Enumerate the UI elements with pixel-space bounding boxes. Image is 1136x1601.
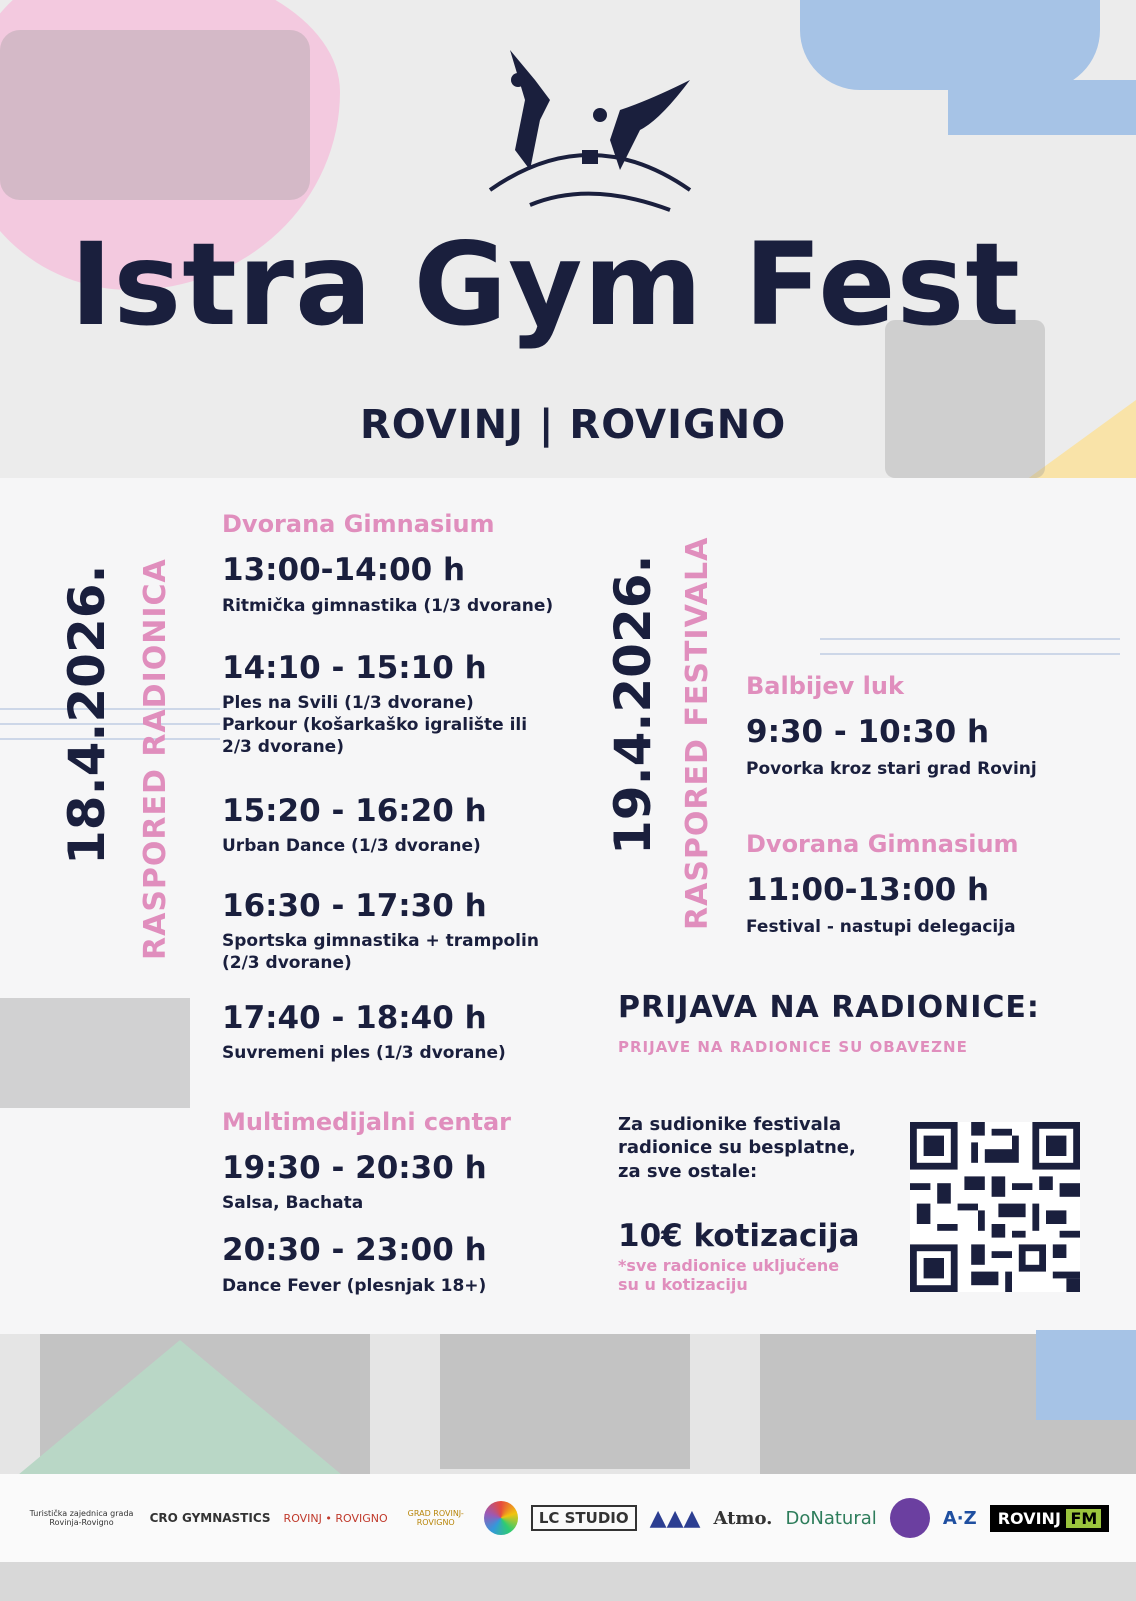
slot-desc: Sportska gimnastika + trampolin (2/3 dvorane) xyxy=(222,931,539,973)
blue-shape-decoration xyxy=(800,0,1100,90)
slot-time: 19:30 - 20:30 h xyxy=(222,1150,487,1186)
slot-time: 20:30 - 23:00 h xyxy=(222,1232,487,1268)
wave-decoration xyxy=(820,653,1120,655)
day2-venue2: Dvorana Gimnasium xyxy=(746,830,1019,858)
slot-desc: Dance Fever (plesnjak 18+) xyxy=(222,1276,487,1296)
slot-desc: Ples na Svili (1/3 dvorane) Parkour (košarkaško igralište ili 2/3 dvorane) xyxy=(222,693,528,757)
dancers-photo xyxy=(0,998,190,1108)
page-subtitle: ROVINJ | ROVIGNO xyxy=(360,402,787,448)
slot-time: 13:00-14:00 h xyxy=(222,552,466,588)
day1-venue: Dvorana Gimnasium xyxy=(222,510,495,538)
day1-date: 18.4.2026. xyxy=(58,564,116,865)
gymnasts-photo xyxy=(0,30,310,200)
slot-time: 15:20 - 16:20 h xyxy=(222,793,487,829)
blue-corner-decoration xyxy=(1036,1330,1136,1420)
dancers-logo-icon xyxy=(470,40,710,220)
day2-date: 19.4.2026. xyxy=(604,554,662,855)
bottom-strip xyxy=(0,1562,1136,1601)
blue-square-decoration xyxy=(948,80,1136,135)
qr-code-icon[interactable] xyxy=(910,1122,1080,1292)
logo-mountains-icon: ▲▲▲ xyxy=(649,1505,701,1531)
logo-donatural: DoNatural xyxy=(785,1507,877,1529)
slot-time: 16:30 - 17:30 h xyxy=(222,888,487,924)
day2-venue: Balbijev luk xyxy=(746,672,904,700)
dance-group-photo xyxy=(440,1334,690,1469)
slot-desc: Ritmička gimnastika (1/3 dvorane) xyxy=(222,596,554,616)
day1-venue2: Multimedijalni centar xyxy=(222,1108,511,1136)
page-title: Istra Gym Fest xyxy=(70,218,1021,351)
day2-label: RASPORED FESTIVALA xyxy=(680,536,715,930)
slot-desc: Festival - nastupi delegacija xyxy=(746,917,1016,937)
price-note: *sve radionice uključene su u kotizaciju xyxy=(618,1256,840,1295)
price: 10€ kotizacija xyxy=(618,1218,860,1254)
slot-desc: Urban Dance (1/3 dvorane) xyxy=(222,836,481,856)
green-triangle-decoration xyxy=(0,1340,360,1490)
sponsor-logos xyxy=(0,1474,1136,1562)
registration-text: Za sudionike festivala radionice su besplatne, za sve ostale: xyxy=(618,1114,856,1182)
slot-desc: Povorka kroz stari grad Rovinj xyxy=(746,759,1037,779)
slot-time: 14:10 - 15:10 h xyxy=(222,650,487,686)
logo-lc-studio: LC STUDIO xyxy=(531,1505,637,1531)
slot-time: 9:30 - 10:30 h xyxy=(746,714,990,750)
logo-rovinj-fm xyxy=(990,1505,1110,1532)
logo-rovinj: ROVINJ • ROVIGNO xyxy=(283,1511,388,1525)
registration-title: PRIJAVA NA RADIONICE: xyxy=(618,990,1040,1025)
wave-decoration xyxy=(820,638,1120,640)
slot-desc: Suvremeni ples (1/3 dvorane) xyxy=(222,1043,506,1063)
day1-label: RASPORED RADIONICA xyxy=(138,558,173,960)
logo-grad-rovinj: GRAD ROVINJ-ROVIGNO xyxy=(407,1509,464,1527)
slot-time: 17:40 - 18:40 h xyxy=(222,1000,487,1036)
logo-tz: Turistička zajednica grada Rovinja-Rovigno xyxy=(29,1509,134,1527)
header-area xyxy=(0,0,1136,478)
logo-cro-gymnastics: CRO GYMNASTICS xyxy=(149,1511,271,1525)
logo-colorful-icon xyxy=(484,1501,518,1535)
registration-subtitle: PRIJAVE NA RADIONICE SU OBAVEZNE xyxy=(618,1038,968,1056)
logo-az: A·Z xyxy=(942,1507,977,1529)
logo-rovinj-fm-a: ROVINJ xyxy=(997,1508,1061,1528)
logo-rovinj-fm-b: FM xyxy=(1066,1509,1101,1528)
slot-time: 11:00-13:00 h xyxy=(746,872,990,908)
slot-desc: Salsa, Bachata xyxy=(222,1193,364,1213)
logo-studio-arena-icon xyxy=(890,1498,930,1538)
logo-atmo: Atmo. xyxy=(713,1507,773,1529)
